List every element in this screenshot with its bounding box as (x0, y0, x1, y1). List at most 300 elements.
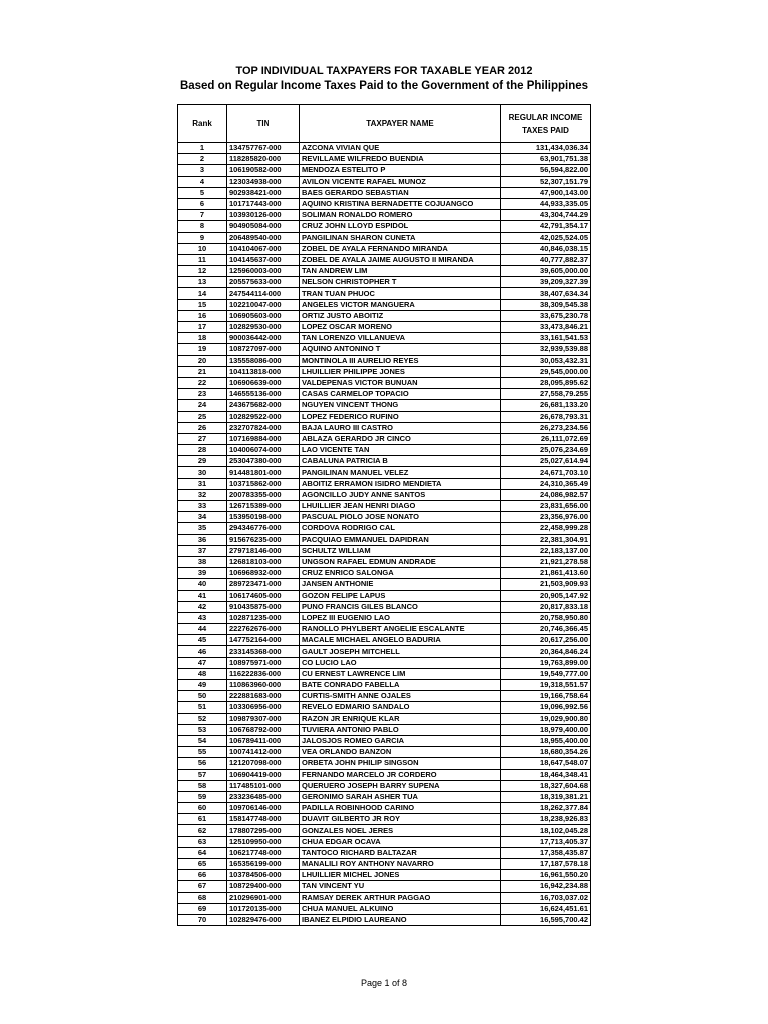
taxes-paid-cell: 22,381,304.91 (501, 534, 591, 545)
tin-cell: 126818103-000 (227, 556, 300, 567)
taxes-paid-cell: 39,209,327.39 (501, 277, 591, 288)
rank-cell: 66 (178, 870, 227, 881)
table-row (178, 456, 591, 467)
taxes-paid-cell: 39,605,000.00 (501, 266, 591, 277)
taxpayer-name-cell: CRUZ ENRICO SALONGA (300, 568, 501, 579)
rank-cell: 54 (178, 735, 227, 746)
table-body (178, 143, 591, 926)
rank-cell: 12 (178, 266, 227, 277)
taxes-paid-cell: 16,942,234.88 (501, 881, 591, 892)
table-row (178, 478, 591, 489)
taxpayer-name-cell: MACALE MICHAEL ANGELO BADURIA (300, 635, 501, 646)
table-row (178, 299, 591, 310)
table-row (178, 210, 591, 221)
taxpayer-name-cell: IBANEZ ELPIDIO LAUREANO (300, 914, 501, 925)
taxes-paid-cell: 42,791,354.17 (501, 221, 591, 232)
rank-cell: 42 (178, 601, 227, 612)
tin-cell: 108729400-000 (227, 881, 300, 892)
table-row (178, 825, 591, 836)
taxpayer-name-cell: JALOSJOS ROMEO GARCIA (300, 735, 501, 746)
table-row (178, 445, 591, 456)
tin-cell: 109706146-000 (227, 803, 300, 814)
taxes-paid-cell: 19,763,899.00 (501, 657, 591, 668)
tin-cell: 900036442-000 (227, 333, 300, 344)
taxes-paid-cell: 19,549,777.00 (501, 668, 591, 679)
taxes-paid-cell: 17,358,435.87 (501, 847, 591, 858)
taxes-paid-cell: 38,407,634.34 (501, 288, 591, 299)
table-row (178, 523, 591, 534)
table-row (178, 847, 591, 858)
rank-cell: 2 (178, 154, 227, 165)
taxes-paid-cell: 43,304,744.29 (501, 210, 591, 221)
taxes-paid-cell: 20,817,833.18 (501, 601, 591, 612)
taxpayer-name-cell: PUNO FRANCIS GILES BLANCO (300, 601, 501, 612)
rank-cell: 44 (178, 624, 227, 635)
table-row (178, 243, 591, 254)
tin-cell: 118285820-000 (227, 154, 300, 165)
rank-cell: 45 (178, 635, 227, 646)
taxpayer-name-cell: CU ERNEST LAWRENCE LIM (300, 668, 501, 679)
table-row (178, 836, 591, 847)
tin-cell: 135558086-000 (227, 355, 300, 366)
taxpayer-name-cell: AVILON VICENTE RAFAEL MUNOZ (300, 176, 501, 187)
rank-cell: 36 (178, 534, 227, 545)
table-row (178, 859, 591, 870)
table-row (178, 187, 591, 198)
table-row (178, 254, 591, 265)
table-row (178, 422, 591, 433)
taxpayer-name-cell: LHUILLIER MICHEL JONES (300, 870, 501, 881)
rank-cell: 41 (178, 590, 227, 601)
taxes-paid-cell: 32,939,539.88 (501, 344, 591, 355)
tin-cell: 106905603-000 (227, 310, 300, 321)
tin-cell: 153950198-000 (227, 512, 300, 523)
rank-cell: 20 (178, 355, 227, 366)
tin-header: TIN (227, 105, 300, 143)
tin-cell: 279718146-000 (227, 545, 300, 556)
taxes-paid-cell: 47,900,143.00 (501, 187, 591, 198)
table-row (178, 355, 591, 366)
tin-cell: 106190582-000 (227, 165, 300, 176)
tin-cell: 117485101-000 (227, 780, 300, 791)
taxes-paid-cell: 25,027,614.94 (501, 456, 591, 467)
taxpayer-name-cell: RAMSAY DEREK ARTHUR PAGGAO (300, 892, 501, 903)
table-row (178, 713, 591, 724)
taxpayer-name-cell: PASCUAL PIOLO JOSE NONATO (300, 512, 501, 523)
tin-cell: 253047380-000 (227, 456, 300, 467)
rank-cell: 8 (178, 221, 227, 232)
rank-cell: 5 (178, 187, 227, 198)
taxes-paid-cell: 24,671,703.10 (501, 467, 591, 478)
tin-cell: 243675682-000 (227, 400, 300, 411)
table-row (178, 892, 591, 903)
table-row (178, 680, 591, 691)
taxes-paid-cell: 18,979,400.00 (501, 724, 591, 735)
taxpayer-name-cell: UNGSON RAFAEL EDMUN ANDRADE (300, 556, 501, 567)
taxes-paid-cell: 16,703,037.02 (501, 892, 591, 903)
rank-cell: 28 (178, 445, 227, 456)
rank-cell: 38 (178, 556, 227, 567)
rank-cell: 16 (178, 310, 227, 321)
tin-cell: 165356199-000 (227, 859, 300, 870)
taxpayer-name-cell: LOPEZ III EUGENIO LAO (300, 612, 501, 623)
taxpayer-name-cell: RANOLLO PHYLBERT ANGELIE ESCALANTE (300, 624, 501, 635)
table-row (178, 377, 591, 388)
taxpayer-name-cell: LOPEZ OSCAR MORENO (300, 322, 501, 333)
tin-cell: 104006074-000 (227, 445, 300, 456)
taxes-paid-cell: 18,327,604.68 (501, 780, 591, 791)
taxpayer-name-cell: FERNANDO MARCELO JR CORDERO (300, 769, 501, 780)
rank-cell: 51 (178, 702, 227, 713)
rank-cell: 3 (178, 165, 227, 176)
taxpayer-name-cell: REVILLAME WILFREDO BUENDIA (300, 154, 501, 165)
taxes-paid-cell: 21,503,909.93 (501, 579, 591, 590)
taxes-paid-cell: 22,183,137.00 (501, 545, 591, 556)
rank-cell: 58 (178, 780, 227, 791)
rank-cell: 27 (178, 433, 227, 444)
rank-cell: 9 (178, 232, 227, 243)
rank-cell: 29 (178, 456, 227, 467)
tin-cell: 233236485-000 (227, 791, 300, 802)
tin-cell: 200783355-000 (227, 489, 300, 500)
table-row (178, 780, 591, 791)
rank-cell: 6 (178, 198, 227, 209)
taxes-paid-cell: 30,053,432.31 (501, 355, 591, 366)
tin-cell: 904905084-000 (227, 221, 300, 232)
taxes-paid-cell: 18,464,348.41 (501, 769, 591, 780)
taxes-paid-cell: 52,307,151.79 (501, 176, 591, 187)
table-row (178, 814, 591, 825)
taxpayer-name-cell: LHUILLIER JEAN HENRI DIAGO (300, 501, 501, 512)
taxes-paid-cell: 23,356,976.00 (501, 512, 591, 523)
taxpayer-name-cell: CRUZ JOHN LLOYD ESPIDOL (300, 221, 501, 232)
taxpayer-name-cell: ORBETA JOHN PHILIP SINGSON (300, 758, 501, 769)
taxes-paid-cell: 21,921,278.58 (501, 556, 591, 567)
table-row (178, 903, 591, 914)
taxes-paid-cell: 22,458,999.28 (501, 523, 591, 534)
rank-cell: 55 (178, 747, 227, 758)
taxpayer-name-cell: TRAN TUAN PHUOC (300, 288, 501, 299)
taxes-paid-cell: 19,096,992.56 (501, 702, 591, 713)
taxes-paid-cell: 40,777,882.37 (501, 254, 591, 265)
table-row (178, 724, 591, 735)
taxes-paid-cell: 23,831,656.00 (501, 501, 591, 512)
rank-cell: 31 (178, 478, 227, 489)
taxpayer-name-cell: BATE CONRADO FABELLA (300, 680, 501, 691)
taxpayer-name-cell: NGUYEN VINCENT THONG (300, 400, 501, 411)
taxes-paid-cell: 24,310,365.49 (501, 478, 591, 489)
taxpayer-name-header: TAXPAYER NAME (300, 105, 501, 143)
taxpayer-name-cell: DUAVIT GILBERTO JR ROY (300, 814, 501, 825)
tin-cell: 206489540-000 (227, 232, 300, 243)
taxpayer-name-cell: CORDOVA RODRIGO CAL (300, 523, 501, 534)
tin-cell: 106174605-000 (227, 590, 300, 601)
rank-cell: 50 (178, 691, 227, 702)
taxpayer-name-cell: ORTIZ JUSTO ABOITIZ (300, 310, 501, 321)
taxpayer-name-cell: CHUA MANUEL ALKUINO (300, 903, 501, 914)
rank-cell: 61 (178, 814, 227, 825)
table-row (178, 791, 591, 802)
tin-cell: 125109950-000 (227, 836, 300, 847)
tin-cell: 178807295-000 (227, 825, 300, 836)
table-row (178, 545, 591, 556)
tin-cell: 108975971-000 (227, 657, 300, 668)
taxpayer-table (177, 104, 591, 926)
tin-cell: 116222836-000 (227, 668, 300, 679)
taxpayer-name-cell: PACQUIAO EMMANUEL DAPIDRAN (300, 534, 501, 545)
table-row (178, 288, 591, 299)
table-row (178, 501, 591, 512)
rank-cell: 13 (178, 277, 227, 288)
tin-cell: 205575633-000 (227, 277, 300, 288)
tin-cell: 233145368-000 (227, 646, 300, 657)
table-row (178, 668, 591, 679)
tin-cell: 101717443-000 (227, 198, 300, 209)
taxes-paid-header: REGULAR INCOME TAXES PAID (501, 105, 591, 143)
taxpayer-name-cell: CABALUNA PATRICIA B (300, 456, 501, 467)
table-row (178, 803, 591, 814)
tin-cell: 102829522-000 (227, 411, 300, 422)
taxpayer-name-cell: VEA ORLANDO BANZON (300, 747, 501, 758)
taxes-paid-cell: 16,961,550.20 (501, 870, 591, 881)
taxes-paid-cell: 21,861,413.60 (501, 568, 591, 579)
tin-cell: 106789411-000 (227, 735, 300, 746)
taxpayer-name-cell: TAN LORENZO VILLANUEVA (300, 333, 501, 344)
tin-cell: 294346776-000 (227, 523, 300, 534)
taxes-paid-cell: 17,187,578.18 (501, 859, 591, 870)
tin-cell: 108727097-000 (227, 344, 300, 355)
rank-cell: 46 (178, 646, 227, 657)
table-row (178, 400, 591, 411)
taxes-paid-cell: 33,675,230.78 (501, 310, 591, 321)
taxes-paid-cell: 44,933,335.05 (501, 198, 591, 209)
tin-cell: 106906639-000 (227, 377, 300, 388)
taxes-paid-cell: 18,680,354.26 (501, 747, 591, 758)
rank-cell: 26 (178, 422, 227, 433)
tin-cell: 106768792-000 (227, 724, 300, 735)
tin-cell: 106904419-000 (227, 769, 300, 780)
tin-cell: 158147748-000 (227, 814, 300, 825)
table-row (178, 512, 591, 523)
taxpayer-name-cell: ABLAZA GERARDO JR CINCO (300, 433, 501, 444)
table-row (178, 657, 591, 668)
tin-cell: 915676235-000 (227, 534, 300, 545)
rank-cell: 70 (178, 914, 227, 925)
tin-cell: 125960003-000 (227, 266, 300, 277)
tin-cell: 104145637-000 (227, 254, 300, 265)
tin-cell: 910435875-000 (227, 601, 300, 612)
rank-cell: 32 (178, 489, 227, 500)
rank-cell: 1 (178, 143, 227, 154)
table-row (178, 277, 591, 288)
taxes-paid-cell: 40,846,038.15 (501, 243, 591, 254)
table-row (178, 165, 591, 176)
taxpayer-name-cell: ZOBEL DE AYALA FERNANDO MIRANDA (300, 243, 501, 254)
tin-cell: 101720135-000 (227, 903, 300, 914)
rank-cell: 37 (178, 545, 227, 556)
table-row (178, 143, 591, 154)
tin-cell: 100741412-000 (227, 747, 300, 758)
rank-cell: 52 (178, 713, 227, 724)
taxpayer-name-cell: ABOITIZ ERRAMON ISIDRO MENDIETA (300, 478, 501, 489)
table-row (178, 322, 591, 333)
taxes-paid-cell: 19,318,551.57 (501, 680, 591, 691)
table-row (178, 467, 591, 478)
table-row (178, 624, 591, 635)
taxpayer-name-cell: AQUINO KRISTINA BERNADETTE COJUANGCO (300, 198, 501, 209)
table-row (178, 870, 591, 881)
taxes-paid-cell: 20,617,256.00 (501, 635, 591, 646)
page-number: Page 1 of 8 (360, 978, 408, 988)
tin-cell: 104113818-000 (227, 366, 300, 377)
table-row (178, 914, 591, 925)
taxes-paid-cell: 19,166,758.64 (501, 691, 591, 702)
tin-cell: 126715389-000 (227, 501, 300, 512)
taxes-paid-cell: 26,273,234.56 (501, 422, 591, 433)
taxes-paid-cell: 26,681,133.20 (501, 400, 591, 411)
table-row (178, 747, 591, 758)
taxpayer-name-cell: LAO VICENTE TAN (300, 445, 501, 456)
taxpayer-name-cell: LOPEZ FEDERICO RUFINO (300, 411, 501, 422)
tin-cell: 147752164-000 (227, 635, 300, 646)
table-row (178, 433, 591, 444)
rank-cell: 33 (178, 501, 227, 512)
table-row (178, 333, 591, 344)
table-row (178, 691, 591, 702)
tin-cell: 914481801-000 (227, 467, 300, 478)
table-row (178, 266, 591, 277)
tin-cell: 902938421-000 (227, 187, 300, 198)
taxes-paid-cell: 19,029,900.80 (501, 713, 591, 724)
table-row (178, 556, 591, 567)
document-title: TOP INDIVIDUAL TAXPAYERS FOR TAXABLE YEAR 2012 (235, 65, 533, 77)
taxpayer-name-cell: TANTOCO RICHARD BALTAZAR (300, 847, 501, 858)
tin-cell: 107169884-000 (227, 433, 300, 444)
tin-cell: 232707824-000 (227, 422, 300, 433)
taxes-paid-cell: 20,746,366.45 (501, 624, 591, 635)
rank-cell: 69 (178, 903, 227, 914)
rank-cell: 19 (178, 344, 227, 355)
taxes-paid-cell: 17,713,405.37 (501, 836, 591, 847)
rank-cell: 25 (178, 411, 227, 422)
taxpayer-name-cell: TAN ANDREW LIM (300, 266, 501, 277)
table-row (178, 758, 591, 769)
tin-cell: 222881683-000 (227, 691, 300, 702)
taxpayer-name-cell: TAN VINCENT YU (300, 881, 501, 892)
table-header-row (178, 105, 591, 143)
taxpayer-name-cell: RAZON JR ENRIQUE KLAR (300, 713, 501, 724)
taxpayer-name-cell: SCHULTZ WILLIAM (300, 545, 501, 556)
tin-cell: 102829530-000 (227, 322, 300, 333)
table-row (178, 389, 591, 400)
table-row (178, 568, 591, 579)
taxpayer-name-cell: TUVIERA ANTONIO PABLO (300, 724, 501, 735)
table-row (178, 344, 591, 355)
taxpayer-name-cell: CASAS CARMELOP TOPACIO (300, 389, 501, 400)
taxes-paid-cell: 26,678,793.31 (501, 411, 591, 422)
document-subtitle: Based on Regular Income Taxes Paid to the Government of the Philippines (179, 80, 589, 92)
table-row (178, 735, 591, 746)
taxes-paid-cell: 18,102,045.28 (501, 825, 591, 836)
rank-cell: 15 (178, 299, 227, 310)
rank-cell: 7 (178, 210, 227, 221)
tin-cell: 102871235-000 (227, 612, 300, 623)
rank-cell: 60 (178, 803, 227, 814)
taxes-paid-cell: 25,076,234.69 (501, 445, 591, 456)
table-row (178, 221, 591, 232)
tin-cell: 134757767-000 (227, 143, 300, 154)
taxpayer-name-cell: CHUA EDGAR OCAVA (300, 836, 501, 847)
rank-cell: 64 (178, 847, 227, 858)
taxpayer-name-cell: ZOBEL DE AYALA JAIME AUGUSTO II MIRANDA (300, 254, 501, 265)
rank-cell: 43 (178, 612, 227, 623)
table-row (178, 612, 591, 623)
rank-cell: 24 (178, 400, 227, 411)
table-row (178, 881, 591, 892)
table-row (178, 590, 591, 601)
taxpayer-name-cell: QUERUERO JOSEPH BARRY SUPENA (300, 780, 501, 791)
taxes-paid-cell: 29,545,000.00 (501, 366, 591, 377)
taxpayer-name-cell: AGONCILLO JUDY ANNE SANTOS (300, 489, 501, 500)
taxpayer-name-cell: ANGELES VICTOR MANGUERA (300, 299, 501, 310)
taxpayer-name-cell: MANALILI ROY ANTHONY NAVARRO (300, 859, 501, 870)
table-row (178, 176, 591, 187)
rank-cell: 30 (178, 467, 227, 478)
rank-cell: 59 (178, 791, 227, 802)
rank-header: Rank (178, 105, 227, 143)
taxes-paid-cell: 16,595,700.42 (501, 914, 591, 925)
table-row (178, 232, 591, 243)
taxpayer-name-cell: LHUILLIER PHILIPPE JONES (300, 366, 501, 377)
taxpayer-name-cell: VALDEPENAS VICTOR BUNUAN (300, 377, 501, 388)
tin-cell: 103930126-000 (227, 210, 300, 221)
taxpayer-name-cell: REVELO EDMARIO SANDALO (300, 702, 501, 713)
table-row (178, 601, 591, 612)
table-row (178, 635, 591, 646)
rank-cell: 39 (178, 568, 227, 579)
table-row (178, 198, 591, 209)
taxes-paid-cell: 38,309,545.38 (501, 299, 591, 310)
taxes-paid-cell: 18,262,377.84 (501, 803, 591, 814)
taxes-paid-cell: 18,955,400.00 (501, 735, 591, 746)
taxes-paid-cell: 63,901,751.38 (501, 154, 591, 165)
taxpayer-name-cell: AQUINO ANTONINO T (300, 344, 501, 355)
taxes-paid-cell: 27,558,79.255 (501, 389, 591, 400)
taxpayer-name-cell: PANGILINAN MANUEL VELEZ (300, 467, 501, 478)
taxpayer-name-cell: BAJA LAURO III CASTRO (300, 422, 501, 433)
taxes-paid-cell: 56,594,822.00 (501, 165, 591, 176)
taxpayer-name-cell: GAULT JOSEPH MITCHELL (300, 646, 501, 657)
tin-cell: 247544114-000 (227, 288, 300, 299)
rank-cell: 34 (178, 512, 227, 523)
rank-cell: 35 (178, 523, 227, 534)
tin-cell: 104104067-000 (227, 243, 300, 254)
taxes-paid-cell: 28,095,895.62 (501, 377, 591, 388)
table-row (178, 310, 591, 321)
taxpayer-name-cell: NELSON CHRISTOPHER T (300, 277, 501, 288)
tin-cell: 106217748-000 (227, 847, 300, 858)
table-row (178, 579, 591, 590)
table-row (178, 366, 591, 377)
taxpayer-name-cell: SOLIMAN RONALDO ROMERO (300, 210, 501, 221)
tin-cell: 103715862-000 (227, 478, 300, 489)
rank-cell: 10 (178, 243, 227, 254)
taxpayer-name-cell: PANGILINAN SHARON CUNETA (300, 232, 501, 243)
table-row (178, 769, 591, 780)
taxpayer-name-cell: GONZALES NOEL JERES (300, 825, 501, 836)
rank-cell: 11 (178, 254, 227, 265)
taxes-paid-cell: 131,434,036.34 (501, 143, 591, 154)
